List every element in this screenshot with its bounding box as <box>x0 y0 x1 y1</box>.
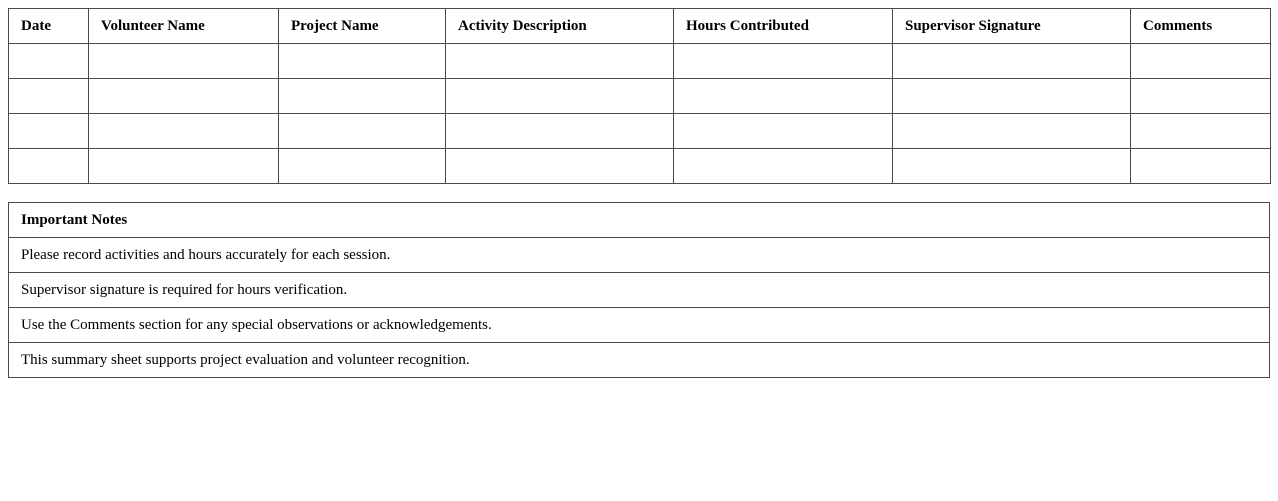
table-row <box>9 149 1271 184</box>
column-header-supervisor-signature: Supervisor Signature <box>893 9 1131 44</box>
column-header-hours-contributed: Hours Contributed <box>674 9 893 44</box>
table-cell-comments[interactable] <box>1131 44 1271 79</box>
note-text: Please record activities and hours accurately for each session. <box>9 238 1270 273</box>
table-row <box>9 44 1271 79</box>
table-cell-volunteer-name[interactable] <box>89 79 279 114</box>
table-cell-comments[interactable] <box>1131 149 1271 184</box>
table-cell-date[interactable] <box>9 79 89 114</box>
note-text: Supervisor signature is required for hours verification. <box>9 273 1270 308</box>
note-text: This summary sheet supports project evaluation and volunteer recognition. <box>9 343 1270 378</box>
table-cell-volunteer-name[interactable] <box>89 149 279 184</box>
important-notes-table <box>8 202 1270 378</box>
table-cell-volunteer-name[interactable] <box>89 44 279 79</box>
table-cell-date[interactable] <box>9 114 89 149</box>
notes-title: Important Notes <box>9 203 1270 238</box>
table-cell-hours-contributed[interactable] <box>674 149 893 184</box>
table-row <box>9 79 1271 114</box>
table-cell-hours-contributed[interactable] <box>674 79 893 114</box>
table-cell-supervisor-signature[interactable] <box>893 149 1131 184</box>
table-cell-date[interactable] <box>9 149 89 184</box>
table-cell-date[interactable] <box>9 44 89 79</box>
table-cell-activity-description[interactable] <box>446 114 674 149</box>
list-item <box>9 238 1270 273</box>
column-header-activity-description: Activity Description <box>446 9 674 44</box>
table-cell-project-name[interactable] <box>279 149 446 184</box>
table-cell-activity-description[interactable] <box>446 149 674 184</box>
table-cell-supervisor-signature[interactable] <box>893 79 1131 114</box>
notes-header-row <box>9 203 1270 238</box>
table-cell-project-name[interactable] <box>279 44 446 79</box>
table-header-row <box>9 9 1271 44</box>
table-cell-hours-contributed[interactable] <box>674 114 893 149</box>
volunteer-log-table <box>8 8 1271 184</box>
table-cell-project-name[interactable] <box>279 79 446 114</box>
list-item <box>9 308 1270 343</box>
table-cell-supervisor-signature[interactable] <box>893 114 1131 149</box>
note-text: Use the Comments section for any special observations or acknowledgements. <box>9 308 1270 343</box>
table-cell-hours-contributed[interactable] <box>674 44 893 79</box>
table-row <box>9 114 1271 149</box>
table-cell-comments[interactable] <box>1131 114 1271 149</box>
table-cell-comments[interactable] <box>1131 79 1271 114</box>
list-item <box>9 273 1270 308</box>
column-header-volunteer-name: Volunteer Name <box>89 9 279 44</box>
table-cell-activity-description[interactable] <box>446 79 674 114</box>
column-header-comments: Comments <box>1131 9 1271 44</box>
column-header-project-name: Project Name <box>279 9 446 44</box>
table-cell-supervisor-signature[interactable] <box>893 44 1131 79</box>
table-cell-activity-description[interactable] <box>446 44 674 79</box>
column-header-date: Date <box>9 9 89 44</box>
table-cell-project-name[interactable] <box>279 114 446 149</box>
table-cell-volunteer-name[interactable] <box>89 114 279 149</box>
list-item <box>9 343 1270 378</box>
